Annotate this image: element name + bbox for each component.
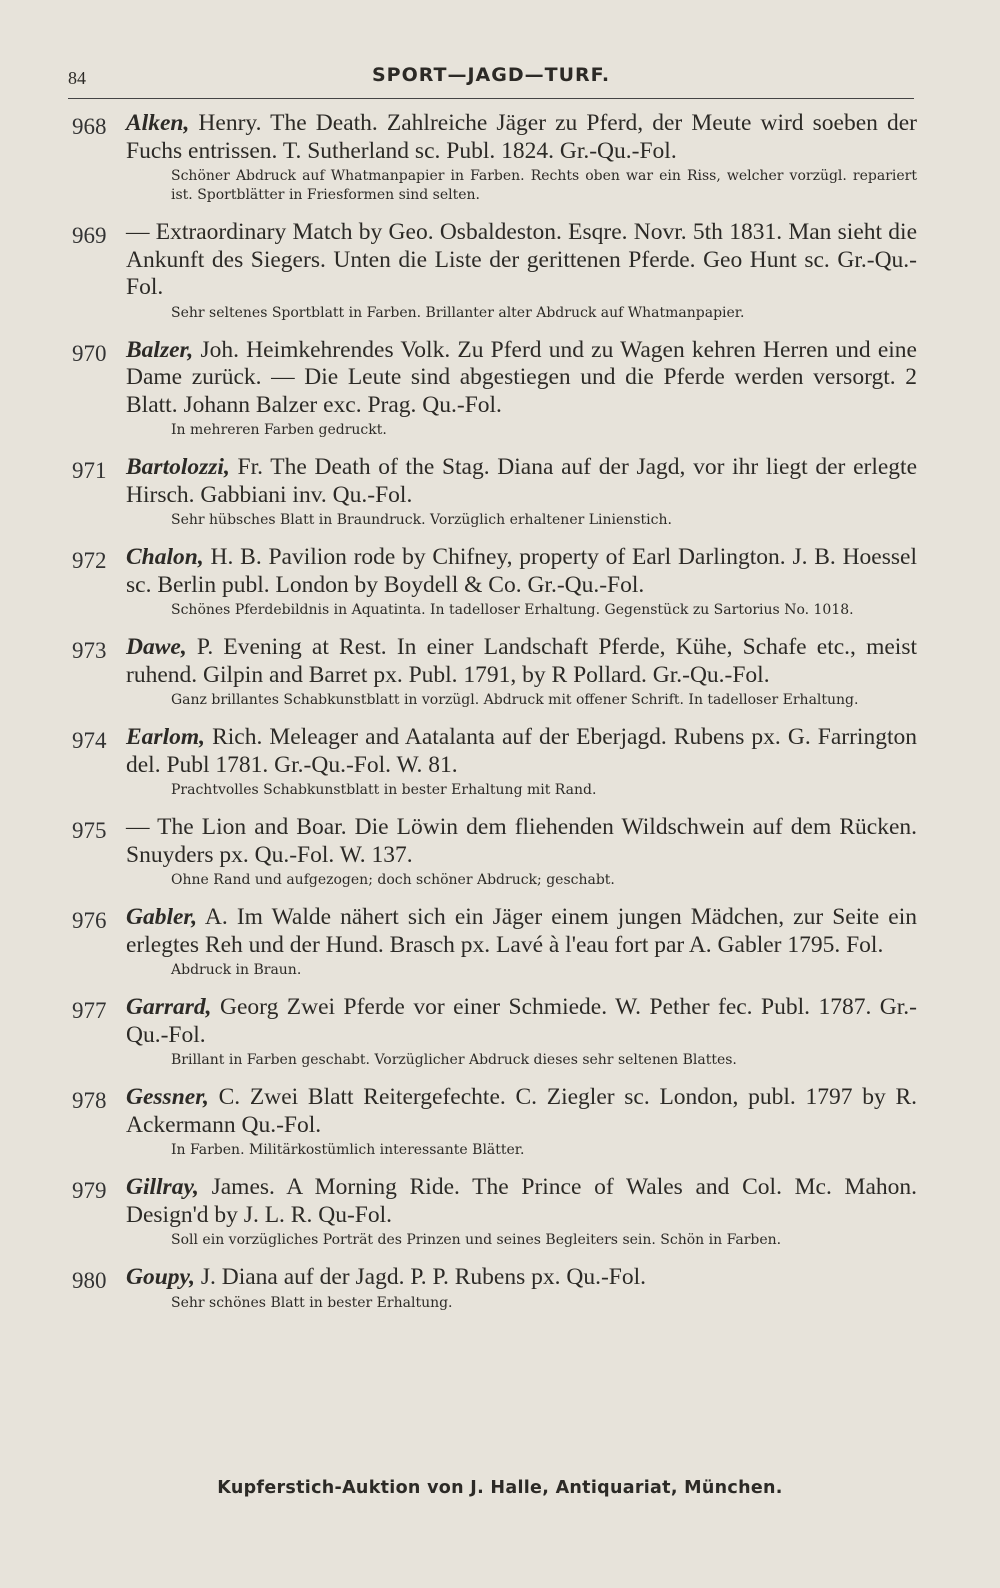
entry-description <box>126 1084 917 1139</box>
artist-name: Alken, <box>126 110 190 136</box>
entry-text: J. Diana auf der Jagd. P. P. Rubens px. Qu.-Fol. <box>194 1264 647 1290</box>
catalog-entry <box>72 219 917 323</box>
entry-description <box>126 544 917 599</box>
entry-note: In mehreren Farben gedruckt. <box>171 422 387 438</box>
entry-note: Brillant in Farben geschabt. Vorzüglicher Abdruck dieses sehr seltenen Blattes. <box>171 1052 737 1068</box>
lot-number: 972 <box>72 548 107 573</box>
entry-text: H. B. Pavilion rode by Chifney, property of Earl Darlington. J. B. Hoessel sc. Berlin publ. London by Boydell & Co. Gr.-Qu.-Fol. <box>126 544 917 598</box>
entry-text: — Extraordinary Match by Geo. Osbaldeston. Esqre. Novr. 5th 1831. Man sieht die Ankunft des Siegers. Unten die Liste der gerittenen Pferde. Geo Hunt sc. Gr.-Qu.-Fol. <box>126 219 917 300</box>
lot-number: 969 <box>72 223 107 248</box>
entry-note: Ohne Rand und aufgezogen; doch schöner Abdruck; geschabt. <box>171 872 615 888</box>
entry-text: P. Evening at Rest. In einer Landschaft Pferde, Kühe, Schafe etc., meist ruhend. Gilpin and Barret px. Publ. 1791, by R Pollard. Gr.-Qu.-Fol. <box>126 634 917 688</box>
catalog-entry <box>72 1174 917 1250</box>
entry-note: Schöner Abdruck auf Whatmanpapier in Farben. Rechts oben war ein Riss, welcher vorzügl. repariert ist. Sportblätter in Friesformen sind selten. <box>171 168 917 203</box>
artist-name: Chalon, <box>126 544 204 570</box>
entry-text: Rich. Meleager and Aatalanta auf der Eberjagd. Rubens px. G. Farrington del. Publ 1781. Gr.-Qu.-Fol. W. 81. <box>126 724 917 778</box>
entry-description <box>126 1264 917 1292</box>
lot-number: 970 <box>72 340 107 366</box>
entry-text: Henry. The Death. Zahlreiche Jäger zu Pferd, der Meute wird soeben der Fuchs entrissen. T. Sutherland sc. Publ. 1824. Gr.-Qu.-Fol. <box>126 110 917 164</box>
artist-name: Earlom, <box>126 724 206 750</box>
entry-description <box>126 1174 917 1229</box>
entry-note: Sehr schönes Blatt in bester Erhaltung. <box>171 1294 453 1311</box>
artist-name: Garrard, <box>126 994 212 1020</box>
entry-description <box>126 110 917 165</box>
entry-note: Sehr hübsches Blatt in Braundruck. Vorzüglich erhaltener Linienstich. <box>171 512 672 528</box>
catalog-entry <box>72 634 917 710</box>
catalog-entry <box>72 814 917 890</box>
running-title: SPORT—JAGD—TURF. <box>371 64 611 86</box>
entry-note: Schönes Pferdebildnis in Aquatinta. In tadelloser Erhaltung. Gegenstück zu Sartorius No. 1018. <box>171 602 854 618</box>
page-footer: Kupferstich-Auktion von J. Halle, Antiquariat, München. <box>217 1478 783 1498</box>
entry-note: Ganz brillantes Schabkunstblatt in vorzügl. Abdruck mit offener Schrift. In tadelloser Erhaltung. <box>171 692 859 708</box>
artist-name: Gillray, <box>126 1174 199 1200</box>
entry-note: Abdruck in Braun. <box>171 962 302 978</box>
catalog-entry <box>72 110 917 205</box>
entry-text: James. A Morning Ride. The Prince of Wales and Col. Mc. Mahon. Design'd by J. L. R. Qu-Fol. <box>126 1174 917 1228</box>
artist-name: Goupy, <box>126 1264 195 1290</box>
entry-text: C. Zwei Blatt Reitergefechte. C. Ziegler sc. London, publ. 1797 by R. Ackermann Qu.-Fol. <box>126 1084 917 1138</box>
entry-text: Georg Zwei Pferde vor einer Schmiede. W. Pether fec. Publ. 1787. Gr.-Qu.-Fol. <box>126 994 917 1048</box>
lot-number: 971 <box>72 458 107 483</box>
entry-note: Sehr seltenes Sportblatt in Farben. Brillanter alter Abdruck auf Whatmanpapier. <box>171 304 745 321</box>
catalog-entry <box>72 904 917 980</box>
artist-name: Dawe, <box>126 634 187 660</box>
entry-description <box>126 904 917 959</box>
catalog-entry <box>72 337 917 441</box>
lot-number: 977 <box>72 998 107 1023</box>
lot-number: 975 <box>72 818 107 843</box>
lot-number: 980 <box>72 1268 107 1293</box>
lot-number: 978 <box>72 1088 107 1113</box>
catalog-entry <box>72 994 917 1070</box>
entry-description <box>126 994 917 1049</box>
entry-description <box>126 724 917 779</box>
entry-description <box>126 634 917 689</box>
artist-name: Bartolozzi, <box>126 454 230 480</box>
artist-name: Gessner, <box>126 1084 209 1110</box>
catalog-entry <box>72 1264 917 1313</box>
entry-note: Soll ein vorzügliches Porträt des Prinzen und seines Begleiters sein. Schön in Farben. <box>171 1232 782 1248</box>
catalog-entry <box>72 544 917 620</box>
entry-description <box>126 337 917 420</box>
entry-description <box>126 814 917 869</box>
lot-number: 979 <box>72 1178 107 1203</box>
entry-text: — The Lion and Boar. Die Löwin dem fliehenden Wildschwein auf dem Rücken. Snuyders px. Qu.-Fol. W. 137. <box>126 814 917 868</box>
entry-text: Joh. Heimkehrendes Volk. Zu Pferd und zu Wagen kehren Herren und eine Dame zurück. — Die Leute sind abgestiegen und die Pferde werden versorgt. 2 Blatt. Johann Balzer exc. Prag. Qu.-Fol. <box>126 336 917 418</box>
entry-text: Fr. The Death of the Stag. Diana auf der Jagd, vor ihr liegt der erlegte Hirsch. Gabbiani inv. Qu.-Fol. <box>126 454 917 508</box>
entry-text: A. Im Walde nähert sich ein Jäger einem jungen Mädchen, zur Seite ein erlegtes Reh und der Hund. Brasch px. Lavé à l'eau fort par A. Gabler 1795. Fol. <box>126 904 917 958</box>
entry-description <box>126 454 917 509</box>
catalog-entry <box>72 1084 917 1160</box>
lot-number: 976 <box>72 908 107 933</box>
page-number: 84 <box>68 68 86 88</box>
lot-number: 974 <box>72 728 107 753</box>
catalog-entry <box>72 454 917 530</box>
lot-number: 973 <box>72 638 107 663</box>
catalog-entries <box>72 110 917 1327</box>
page-header <box>68 58 914 99</box>
catalog-entry <box>72 724 917 800</box>
lot-number: 968 <box>72 114 107 139</box>
entry-description <box>126 219 917 302</box>
entry-note: Prachtvolles Schabkunstblatt in bester Erhaltung mit Rand. <box>171 782 597 798</box>
entry-note: In Farben. Militärkostümlich interessante Blätter. <box>171 1142 525 1158</box>
artist-name: Balzer, <box>126 336 194 363</box>
artist-name: Gabler, <box>126 904 198 930</box>
